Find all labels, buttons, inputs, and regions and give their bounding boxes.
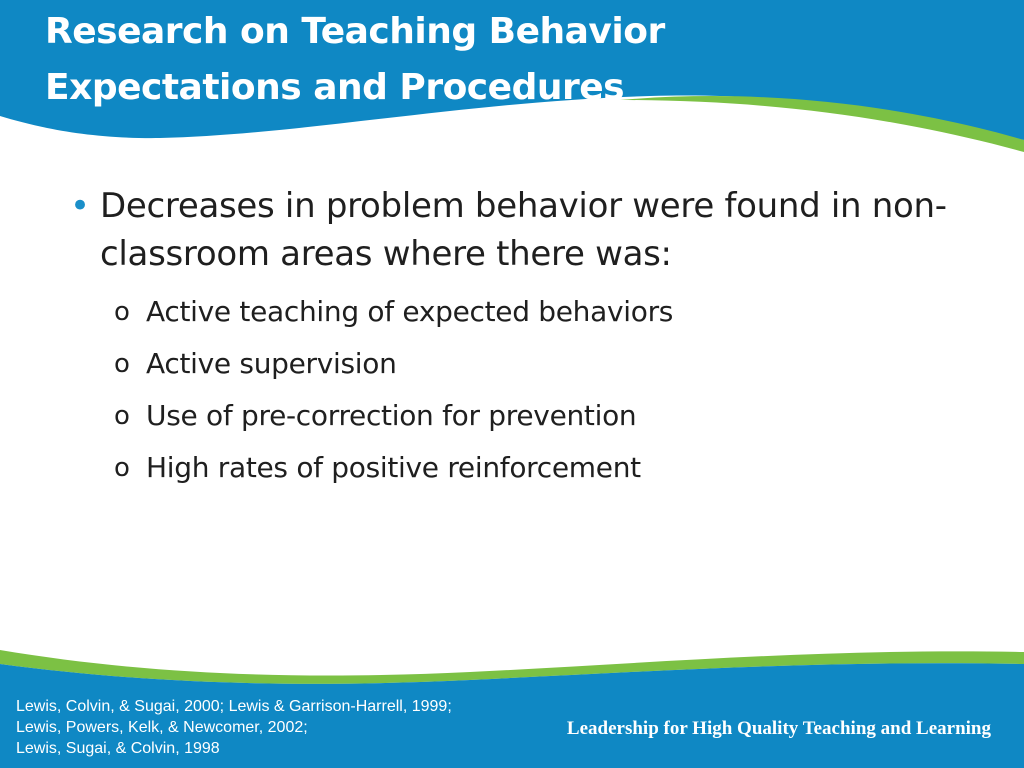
circle-bullet-icon: o bbox=[114, 297, 130, 327]
sub-bullet bbox=[114, 390, 968, 442]
sub-bullet-text: Active teaching of expected behaviors bbox=[146, 295, 674, 328]
title-line-1: Research on Teaching Behavior bbox=[45, 11, 665, 52]
bullet-dot-icon: • bbox=[70, 186, 90, 226]
sub-bullet bbox=[114, 338, 968, 390]
slide-content bbox=[68, 182, 968, 494]
sub-bullet bbox=[114, 286, 968, 338]
sub-bullet-list bbox=[68, 286, 968, 494]
references bbox=[16, 696, 452, 759]
reference-line: Lewis, Powers, Kelk, & Newcomer, 2002; bbox=[16, 719, 308, 736]
sub-bullet-text: High rates of positive reinforcement bbox=[146, 451, 641, 484]
footer-tagline: Leadership for High Quality Teaching and Learning bbox=[566, 718, 991, 739]
sub-bullet-text: Active supervision bbox=[146, 347, 397, 380]
sub-bullet-text: Use of pre-correction for prevention bbox=[146, 399, 637, 432]
circle-bullet-icon: o bbox=[114, 401, 130, 431]
sub-bullet bbox=[114, 442, 968, 494]
title-line-2: Expectations and Procedures bbox=[45, 67, 625, 108]
reference-line: Lewis, Sugai, & Colvin, 1998 bbox=[16, 740, 220, 757]
main-bullet-text: Decreases in problem behavior were found in non-classroom areas where there was: bbox=[100, 186, 947, 274]
reference-line: Lewis, Colvin, & Sugai, 2000; Lewis & Garrison-Harrell, 1999; bbox=[16, 698, 452, 715]
circle-bullet-icon: o bbox=[114, 349, 130, 379]
circle-bullet-icon: o bbox=[114, 453, 130, 483]
main-bullet bbox=[68, 182, 968, 278]
slide-title bbox=[45, 4, 945, 116]
